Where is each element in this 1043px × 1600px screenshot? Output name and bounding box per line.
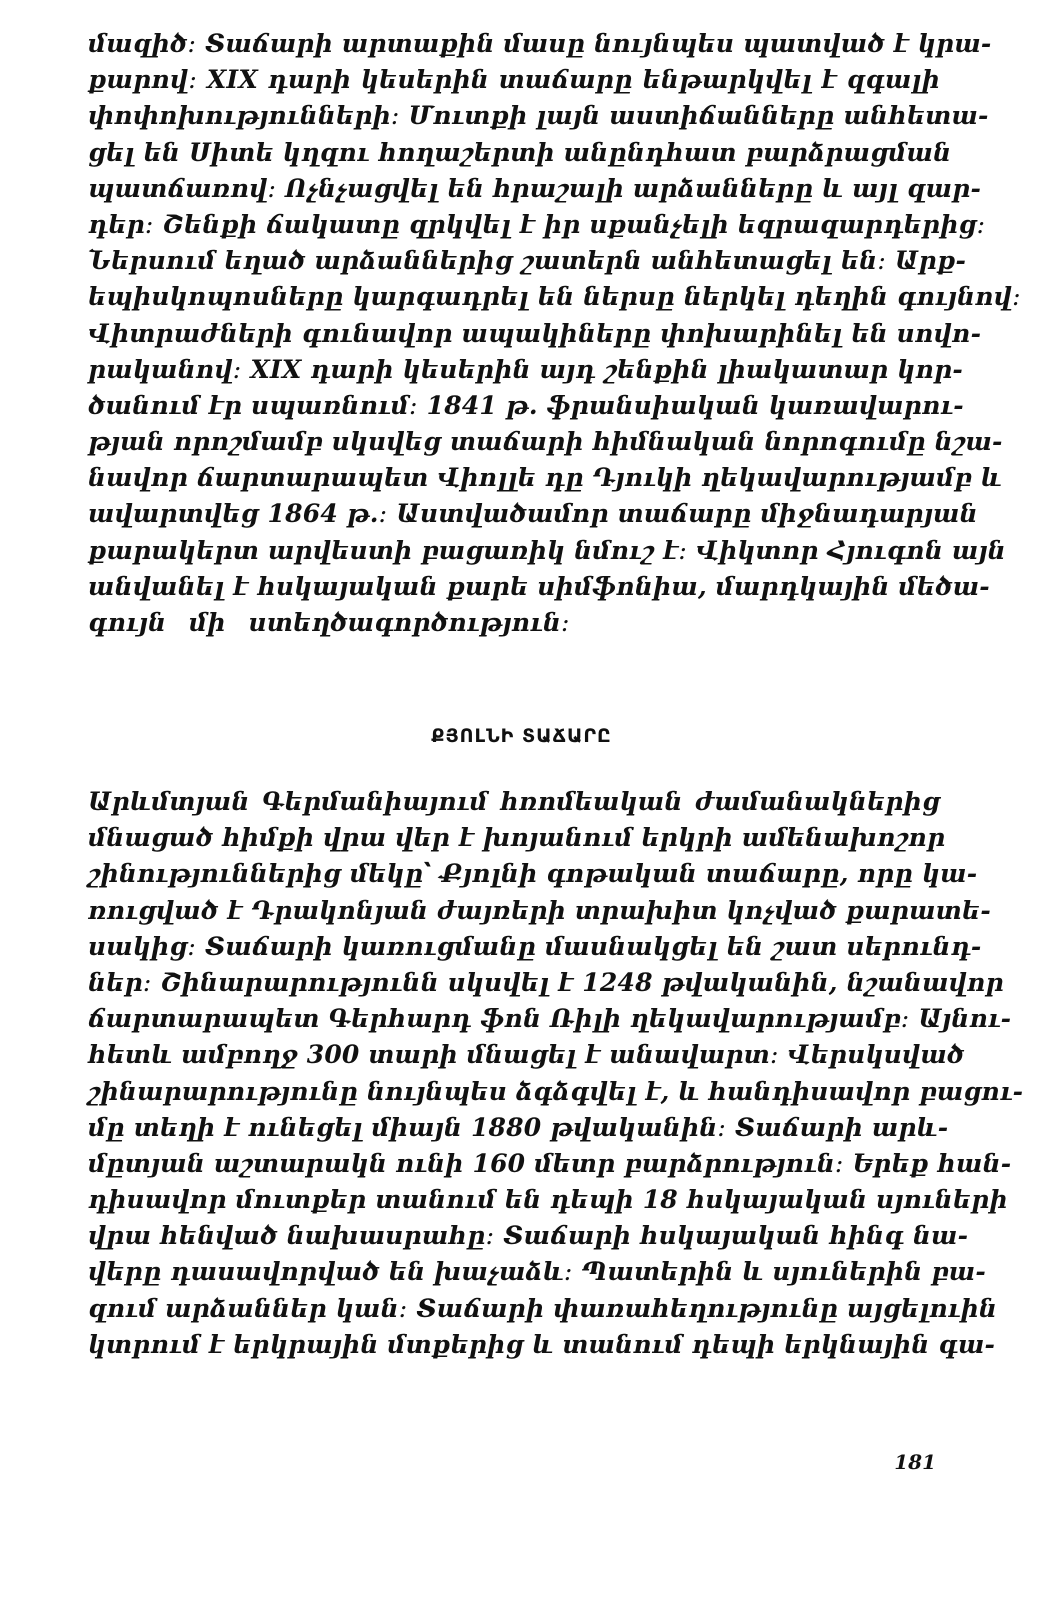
text-line: գույն մի ստեղծագործություն։ (88, 608, 570, 637)
text-line: մազիծ։ Տաճարի արտաքին մասը նույնպես պատված է կրա- (88, 29, 992, 58)
section-heading: ՔՅՈԼՆԻ ՏԱՃԱՐԸ (431, 725, 612, 747)
text-line: շինարարությունը նույնպես ձգձգվել է, և հանդիսավոր բացու- (88, 1076, 1024, 1106)
text-line: մը տեղի է ունեցել միայն 1880 թվականին։ Տաճարի արև- (88, 1112, 949, 1142)
text-line: սակից։ Տաճարի կառուցմանը մասնակցել են շատ սերունդ- (88, 931, 982, 961)
text-line: րականով։ XIX դարի կեսերին այդ շենքին լիակատար կոր- (88, 354, 964, 384)
text-line: վրա հենված նախասրահը։ Տաճարի հսկայական հինգ նա- (88, 1221, 969, 1251)
text-line: պատճառով։ Ոչնչացվել են հրաշալի արձանները և այլ զար- (88, 173, 982, 203)
text-line: թյան որոշմամբ սկսվեց տաճարի հիմնական նորոգումը նշա- (88, 427, 1003, 457)
text-line: ավարտվեց 1864 թ.։ Աստվածամոր տաճարը միջնադարյան (88, 499, 978, 529)
text-line: Ներսում եղած արձաններից շատերն անհետացել են։ Արք- (88, 246, 967, 276)
page-number: 181 (894, 1450, 936, 1474)
text-line: դեր։ Շենքի ճակատը զրկվել է իր սքանչելի եզրազարդերից։ (88, 209, 986, 239)
text-line: եպիսկոպոսները կարգադրել են ներսը ներկել դեղին գույնով։ (88, 282, 1021, 312)
text-line: ցել են Սիտե կղզու հողաշերտի անընդհատ բարձրացման (88, 137, 952, 167)
text-line: ծանում էր սպառնում։ 1841 թ. ֆրանսիական կառավարու- (88, 390, 964, 420)
text-line: փոփոխությունների։ Մուտքի լայն աստիճանները անհետա- (88, 101, 989, 131)
text-line: ներ։ Շինարարությունն սկսվել է 1248 թվականին, նշանավոր (88, 967, 1004, 997)
paragraph-notre-dame (88, 26, 1021, 641)
text-line: նավոր ճարտարապետ Վիոլլե դը Դյուկի ղեկավարությամբ և (88, 463, 1002, 493)
text-line: հետև ամբողջ 300 տարի մնացել է անավարտ։ Վերսկսված (88, 1040, 965, 1070)
text-line: շինություններից մեկը՝ Քյոլնի գոթական տաճարը, որը կա- (88, 859, 978, 889)
text-line: ճարտարապետ Գերհարդ ֆոն Ռիլի ղեկավարությամբ։ Այնու- (88, 1004, 1012, 1034)
text-line: մնացած հիմքի վրա վեր է խոյանում երկրի ամենախոշոր (88, 823, 946, 853)
text-line: վերը դասավորված են խաչաձև։ Պատերին և սյուներին բա- (88, 1257, 986, 1287)
paragraph-cologne-cathedral (88, 784, 1024, 1363)
text-line: Արևմտյան Գերմանիայում հռոմեական ժամանակներից (88, 787, 940, 816)
text-line: կտրում է երկրային մտքերից և տանում դեպի երկնային գա- (88, 1329, 996, 1359)
text-line: քարակերտ արվեստի բացառիկ նմուշ է։ Վիկտոր Հյուգոն այն (88, 535, 1006, 565)
text-line: քարով։ XIX դարի կեսերին տաճարը ենթարկվել է զգալի (88, 65, 940, 95)
text-line: անվանել է հսկայական քարե սիմֆոնիա, մարդկային մեծա- (88, 571, 990, 601)
text-line: դիսավոր մուտքեր տանում են դեպի 18 հսկայական սյուների (88, 1185, 1008, 1215)
text-line: մըտյան աշտարակն ունի 160 մետր բարձրություն։ Երեք հան- (88, 1148, 1012, 1178)
text-line: զում արձաններ կան։ Տաճարի փառահեղությունը այցելուին (88, 1293, 998, 1323)
text-line: Վիտրաժների գունավոր ապակիները փոխարինել են սովո- (88, 318, 982, 348)
text-line: ռուցված է Դրակոնյան ժայռերի տրախիտ կոչված քարատե- (88, 895, 991, 925)
